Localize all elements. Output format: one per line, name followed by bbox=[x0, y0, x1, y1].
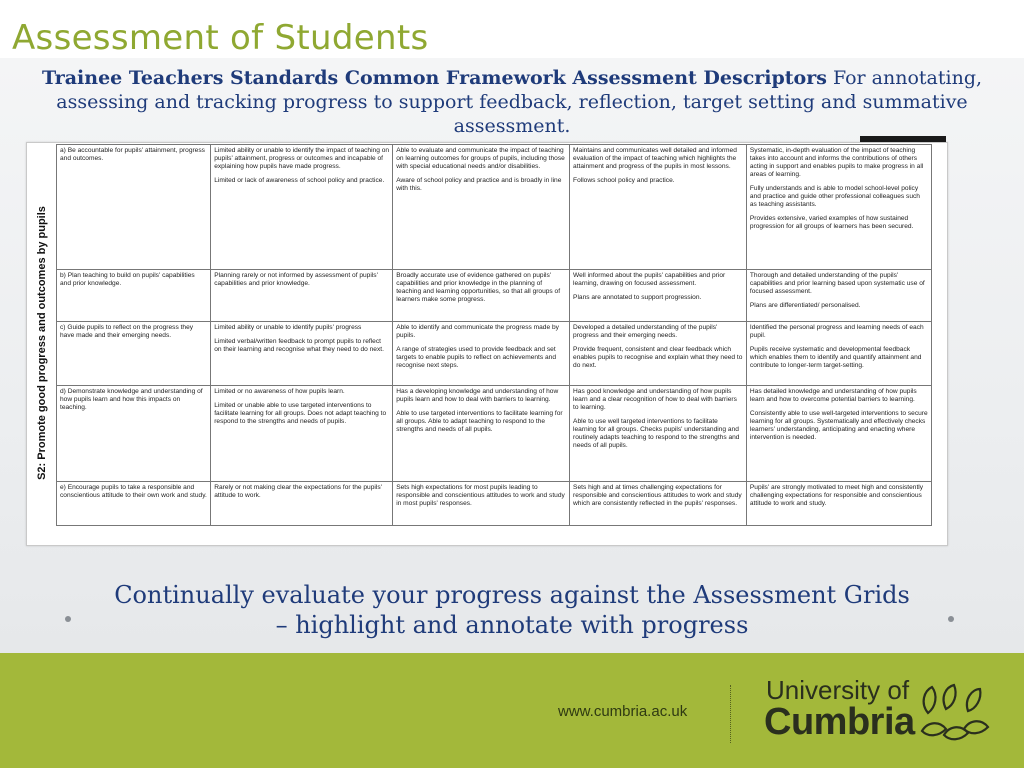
descriptor-cell-c2 bbox=[393, 270, 570, 322]
descriptor-text: Has a developing knowledge and understanding of how pupils learn and how to deal with barriers to learning. bbox=[396, 388, 559, 403]
descriptor-text: Aware of school policy and practice and is broadly in line with this. bbox=[396, 177, 562, 192]
descriptor-cell-c1 bbox=[211, 270, 393, 322]
descriptor-cell-c1 bbox=[211, 322, 393, 386]
criterion-cell: d) Demonstrate knowledge and understanding of how pupils learn and how this impacts on teaching. bbox=[57, 386, 211, 482]
leaf-logo-icon bbox=[918, 683, 990, 745]
descriptor-cell-c2 bbox=[393, 386, 570, 482]
descriptor-text: Limited or unable able to use targeted interventions to facilitate learning for all groups. Does not adapt teaching to respond to the strengths and needs of pupils. bbox=[214, 402, 387, 425]
logo-line-1: University of bbox=[766, 675, 910, 705]
descriptor-cell-c4 bbox=[746, 145, 931, 270]
descriptor-text: Follows school policy and practice. bbox=[573, 177, 675, 184]
descriptor-text: Able to evaluate and communicate the impact of teaching on learning outcomes for groups of pupils, including those with special educational needs and/or disabilities. bbox=[396, 147, 565, 170]
descriptor-cell-c3 bbox=[570, 386, 747, 482]
grid-row bbox=[57, 322, 932, 386]
criterion-cell: c) Guide pupils to reflect on the progress they have made and their emerging needs. bbox=[57, 322, 211, 386]
descriptor-text: Limited or no awareness of how pupils learn. bbox=[214, 388, 345, 395]
footer-bar bbox=[0, 653, 1024, 768]
bottom-line-2: – highlight and annotate with progress bbox=[275, 611, 749, 639]
heading-bold: Trainee Teachers Standards Common Framework Assessment Descriptors bbox=[41, 67, 827, 89]
grid-row bbox=[57, 482, 932, 526]
descriptor-text: Able to use well targeted interventions to facilitate learning for all groups. Checks pupils' understanding and routinely adapts teaching to respond to the strengths and needs of all pupils. bbox=[573, 418, 740, 449]
assessment-grid bbox=[56, 144, 932, 526]
descriptor-text: Plans are annotated to support progression. bbox=[573, 294, 702, 301]
descriptor-cell-c2 bbox=[393, 145, 570, 270]
framework-heading bbox=[30, 66, 994, 138]
descriptor-text: Consistently able to use well-targeted interventions to secure learning for all groups. Systematically and effectively checks learners' understanding, anticipating and enacting where intervention is needed. bbox=[749, 410, 928, 441]
descriptor-text: Limited ability or unable to identify pupils' progress bbox=[214, 324, 362, 331]
standard-label-cell bbox=[28, 142, 56, 544]
descriptor-text: Thorough and detailed understanding of the pupils' capabilities and prior learning based upon systematic use of focused assessment. bbox=[749, 272, 925, 295]
descriptor-text: Limited or lack of awareness of school policy and practice. bbox=[214, 177, 385, 184]
descriptor-text: Sets high expectations for most pupils leading to responsible and conscientious attitudes to work and study in most pupils' responses. bbox=[396, 484, 565, 507]
descriptor-cell-c3 bbox=[570, 270, 747, 322]
descriptor-cell-c1 bbox=[211, 145, 393, 270]
logo-line-2: Cumbria bbox=[764, 701, 915, 743]
grid-row bbox=[57, 145, 932, 270]
descriptor-text: Has detailed knowledge and understanding of how pupils learn and how to overcome potential barriers to learning. bbox=[749, 388, 917, 403]
criterion-cell: b) Plan teaching to build on pupils' capabilities and prior knowledge. bbox=[57, 270, 211, 322]
descriptor-text: Developed a detailed understanding of the pupils' progress and their emerging needs. bbox=[573, 324, 718, 339]
descriptor-text: Has good knowledge and understanding of how pupils learn and a clear recognition of how to deal with barriers to learning. bbox=[573, 388, 737, 411]
bottom-instruction bbox=[0, 580, 1024, 640]
descriptor-cell-c3 bbox=[570, 145, 747, 270]
grid-row bbox=[57, 270, 932, 322]
descriptor-text: Maintains and communicates well detailed and informed evaluation of the impact of teaching which highlights the attainment and progress of the pupils in most lessons. bbox=[573, 147, 737, 170]
descriptor-cell-c1 bbox=[211, 482, 393, 526]
bottom-line-1: Continually evaluate your progress against the Assessment Grids bbox=[114, 581, 910, 609]
descriptor-text: Pupils receive systematic and developmental feedback which enables them to identify and quantify attainment and contribute to longer-term target-setting. bbox=[749, 346, 922, 369]
standard-label: S2: Promote good progress and outcomes by pupils bbox=[36, 206, 48, 480]
descriptor-cell-c2 bbox=[393, 482, 570, 526]
descriptor-cell-c4 bbox=[746, 386, 931, 482]
descriptor-text: A range of strategies used to provide feedback and set targets to enable pupils to reflect on achievements and recognise next steps. bbox=[396, 346, 557, 369]
bullet-dot-right bbox=[948, 616, 954, 622]
descriptor-cell-c2 bbox=[393, 322, 570, 386]
descriptor-text: Plans are differentiated/ personalised. bbox=[749, 302, 861, 309]
descriptor-text: Sets high and at times challenging expectations for responsible and conscientious attitudes to work and study which are consistently reflected in the pupils' responses. bbox=[573, 484, 742, 507]
criterion-cell: e) Encourage pupils to take a responsible and conscientious attitude to their own work and study. bbox=[57, 482, 211, 526]
descriptor-cell-c4 bbox=[746, 270, 931, 322]
slide-title: Assessment of Students bbox=[12, 18, 429, 58]
criterion-cell: a) Be accountable for pupils' attainment, progress and outcomes. bbox=[57, 145, 211, 270]
descriptor-text: Well informed about the pupils' capabilities and prior learning, drawing on focused assessment. bbox=[573, 272, 726, 287]
descriptor-text: Rarely or not making clear the expectations for the pupils' attitude to work. bbox=[214, 484, 382, 499]
heading-rest: For annotating, assessing and tracking progress to support feedback, reflection, target setting and summative assessment. bbox=[56, 67, 983, 137]
descriptor-text: Pupils' are strongly motivated to meet high and consistently challenging expectations for responsible and conscientious attitude to work and study. bbox=[749, 484, 924, 507]
descriptor-text: Systematic, in-depth evaluation of the impact of teaching takes into account and informs the contributions of others acting in support and enables pupils to make progress in all areas of learning. bbox=[749, 147, 924, 178]
descriptor-text: Fully understands and is able to model school-level policy and practice and guide other professional colleagues such as teaching assistants. bbox=[749, 185, 920, 208]
descriptor-cell-c1 bbox=[211, 386, 393, 482]
descriptor-cell-c4 bbox=[746, 482, 931, 526]
footer-divider bbox=[730, 685, 731, 743]
website-link[interactable]: www.cumbria.ac.uk bbox=[558, 703, 688, 720]
descriptor-text: Broadly accurate use of evidence gathered on pupils' capabilities and prior knowledge in the planning of teaching and learning opportunities, so that all groups of learners make some progress. bbox=[396, 272, 561, 303]
descriptor-cell-c3 bbox=[570, 322, 747, 386]
descriptor-text: Limited ability or unable to identify the impact of teaching on pupils' attainment, progress or outcomes and incapable of explaining how pupils have made progress. bbox=[214, 147, 390, 170]
descriptor-text: Planning rarely or not informed by assessment of pupils' capabilities and prior knowledge. bbox=[214, 272, 378, 287]
descriptor-text: Able to use targeted interventions to facilitate learning for all groups. Able to adapt teaching to respond to the strengths and needs of all pupils. bbox=[396, 410, 563, 433]
bullet-dot-left bbox=[65, 616, 71, 622]
descriptor-text: Able to identify and communicate the progress made by pupils. bbox=[396, 324, 559, 339]
descriptor-cell-c4 bbox=[746, 322, 931, 386]
descriptor-text: Provides extensive, varied examples of how sustained progression for all groups of learners has been secured. bbox=[749, 215, 914, 230]
descriptor-cell-c3 bbox=[570, 482, 747, 526]
descriptor-text: Identified the personal progress and learning needs of each pupil. bbox=[749, 324, 924, 339]
content-panel bbox=[0, 58, 1024, 653]
descriptor-text: Provide frequent, consistent and clear feedback which enables pupils to recognise and explain what they need to do next. bbox=[573, 346, 743, 369]
grid-row bbox=[57, 386, 932, 482]
descriptor-text: Limited verbal/written feedback to prompt pupils to reflect on their learning and recognise what they need to do next. bbox=[214, 338, 384, 353]
